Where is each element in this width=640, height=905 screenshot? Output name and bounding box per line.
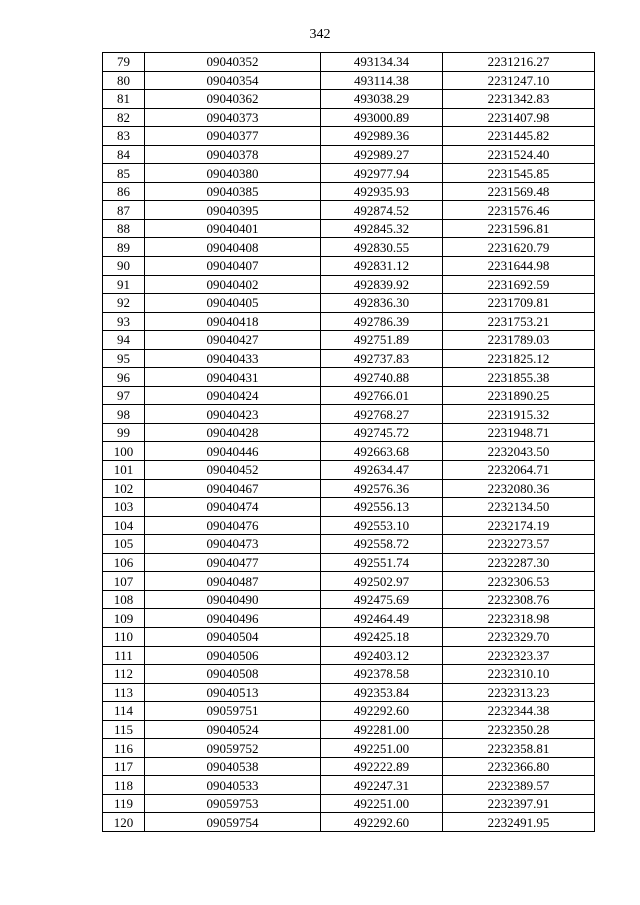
point-id-cell: 09040538 — [145, 757, 321, 776]
point-id-cell: 09040490 — [145, 590, 321, 609]
row-number-cell: 83 — [103, 127, 145, 146]
x-coordinate-cell: 492403.12 — [321, 646, 443, 665]
table-row — [103, 423, 595, 442]
x-coordinate-cell: 492977.94 — [321, 164, 443, 183]
point-id-cell: 09040477 — [145, 553, 321, 572]
x-coordinate-cell: 492634.47 — [321, 461, 443, 480]
row-number-cell: 92 — [103, 294, 145, 313]
table-row — [103, 53, 595, 72]
x-coordinate-cell: 492553.10 — [321, 516, 443, 535]
table-row — [103, 71, 595, 90]
y-coordinate-cell: 2232358.81 — [443, 739, 595, 758]
row-number-cell: 81 — [103, 90, 145, 109]
row-number-cell: 93 — [103, 312, 145, 331]
table-row — [103, 331, 595, 350]
point-id-cell: 09040423 — [145, 405, 321, 424]
row-number-cell: 97 — [103, 386, 145, 405]
point-id-cell: 09040424 — [145, 386, 321, 405]
point-id-cell: 09040433 — [145, 349, 321, 368]
point-id-cell: 09059753 — [145, 794, 321, 813]
y-coordinate-cell: 2232287.30 — [443, 553, 595, 572]
table-row — [103, 108, 595, 127]
point-id-cell: 09040452 — [145, 461, 321, 480]
table-row — [103, 720, 595, 739]
y-coordinate-cell: 2231545.85 — [443, 164, 595, 183]
row-number-cell: 85 — [103, 164, 145, 183]
y-coordinate-cell: 2232306.53 — [443, 572, 595, 591]
row-number-cell: 108 — [103, 590, 145, 609]
table-row — [103, 442, 595, 461]
y-coordinate-cell: 2232308.76 — [443, 590, 595, 609]
row-number-cell: 88 — [103, 219, 145, 238]
point-id-cell: 09040427 — [145, 331, 321, 350]
y-coordinate-cell: 2232064.71 — [443, 461, 595, 480]
row-number-cell: 112 — [103, 665, 145, 684]
x-coordinate-cell: 493038.29 — [321, 90, 443, 109]
point-id-cell: 09059751 — [145, 702, 321, 721]
y-coordinate-cell: 2231216.27 — [443, 53, 595, 72]
table-row — [103, 461, 595, 480]
x-coordinate-cell: 492502.97 — [321, 572, 443, 591]
point-id-cell: 09040385 — [145, 182, 321, 201]
y-coordinate-cell: 2231596.81 — [443, 219, 595, 238]
point-id-cell: 09040373 — [145, 108, 321, 127]
x-coordinate-cell: 492663.68 — [321, 442, 443, 461]
point-id-cell: 09040405 — [145, 294, 321, 313]
y-coordinate-cell: 2231948.71 — [443, 423, 595, 442]
table-row — [103, 127, 595, 146]
x-coordinate-cell: 492989.27 — [321, 145, 443, 164]
table-row — [103, 386, 595, 405]
x-coordinate-cell: 492740.88 — [321, 368, 443, 387]
x-coordinate-cell: 492845.32 — [321, 219, 443, 238]
row-number-cell: 86 — [103, 182, 145, 201]
y-coordinate-cell: 2231569.48 — [443, 182, 595, 201]
row-number-cell: 102 — [103, 479, 145, 498]
y-coordinate-cell: 2232329.70 — [443, 627, 595, 646]
table-row — [103, 702, 595, 721]
table-row — [103, 201, 595, 220]
table-row — [103, 405, 595, 424]
row-number-cell: 82 — [103, 108, 145, 127]
y-coordinate-cell: 2231247.10 — [443, 71, 595, 90]
table-row — [103, 516, 595, 535]
x-coordinate-cell: 492786.39 — [321, 312, 443, 331]
table-row — [103, 646, 595, 665]
point-id-cell: 09040380 — [145, 164, 321, 183]
x-coordinate-cell: 492751.89 — [321, 331, 443, 350]
y-coordinate-cell: 2231915.32 — [443, 405, 595, 424]
y-coordinate-cell: 2232174.19 — [443, 516, 595, 535]
x-coordinate-cell: 492464.49 — [321, 609, 443, 628]
y-coordinate-cell: 2231692.59 — [443, 275, 595, 294]
point-id-cell: 09040378 — [145, 145, 321, 164]
row-number-cell: 118 — [103, 776, 145, 795]
point-id-cell: 09040352 — [145, 53, 321, 72]
row-number-cell: 87 — [103, 201, 145, 220]
table-row — [103, 683, 595, 702]
y-coordinate-cell: 2232080.36 — [443, 479, 595, 498]
row-number-cell: 114 — [103, 702, 145, 721]
point-id-cell: 09040508 — [145, 665, 321, 684]
x-coordinate-cell: 492831.12 — [321, 257, 443, 276]
table-row — [103, 498, 595, 517]
point-id-cell: 09040407 — [145, 257, 321, 276]
row-number-cell: 84 — [103, 145, 145, 164]
row-number-cell: 117 — [103, 757, 145, 776]
point-id-cell: 09040446 — [145, 442, 321, 461]
point-id-cell: 09059754 — [145, 813, 321, 832]
x-coordinate-cell: 492247.31 — [321, 776, 443, 795]
table-row — [103, 627, 595, 646]
y-coordinate-cell: 2231620.79 — [443, 238, 595, 257]
point-id-cell: 09040395 — [145, 201, 321, 220]
y-coordinate-cell: 2231709.81 — [443, 294, 595, 313]
row-number-cell: 100 — [103, 442, 145, 461]
page-number: 342 — [309, 27, 331, 42]
point-id-cell: 09059752 — [145, 739, 321, 758]
table-row — [103, 572, 595, 591]
y-coordinate-cell: 2232397.91 — [443, 794, 595, 813]
row-number-cell: 90 — [103, 257, 145, 276]
x-coordinate-cell: 492292.60 — [321, 813, 443, 832]
point-id-cell: 09040401 — [145, 219, 321, 238]
row-number-cell: 115 — [103, 720, 145, 739]
x-coordinate-cell: 493114.38 — [321, 71, 443, 90]
row-number-cell: 111 — [103, 646, 145, 665]
y-coordinate-cell: 2232273.57 — [443, 535, 595, 554]
x-coordinate-cell: 492737.83 — [321, 349, 443, 368]
table-row — [103, 590, 595, 609]
x-coordinate-cell: 492222.89 — [321, 757, 443, 776]
y-coordinate-cell: 2232491.95 — [443, 813, 595, 832]
y-coordinate-cell: 2231342.83 — [443, 90, 595, 109]
table-row — [103, 257, 595, 276]
table-row — [103, 164, 595, 183]
table-row — [103, 535, 595, 554]
y-coordinate-cell: 2232318.98 — [443, 609, 595, 628]
x-coordinate-cell: 492576.36 — [321, 479, 443, 498]
table-row — [103, 294, 595, 313]
point-id-cell: 09040487 — [145, 572, 321, 591]
row-number-cell: 89 — [103, 238, 145, 257]
x-coordinate-cell: 492830.55 — [321, 238, 443, 257]
y-coordinate-cell: 2231789.03 — [443, 331, 595, 350]
y-coordinate-cell: 2232043.50 — [443, 442, 595, 461]
table-row — [103, 553, 595, 572]
x-coordinate-cell: 492836.30 — [321, 294, 443, 313]
point-id-cell: 09040533 — [145, 776, 321, 795]
y-coordinate-cell: 2232366.80 — [443, 757, 595, 776]
x-coordinate-cell: 492425.18 — [321, 627, 443, 646]
x-coordinate-cell: 492251.00 — [321, 794, 443, 813]
point-id-cell: 09040428 — [145, 423, 321, 442]
point-id-cell: 09040467 — [145, 479, 321, 498]
y-coordinate-cell: 2231753.21 — [443, 312, 595, 331]
table-row — [103, 776, 595, 795]
x-coordinate-cell: 492251.00 — [321, 739, 443, 758]
x-coordinate-cell: 492551.74 — [321, 553, 443, 572]
point-id-cell: 09040431 — [145, 368, 321, 387]
table-row — [103, 368, 595, 387]
row-number-cell: 80 — [103, 71, 145, 90]
row-number-cell: 104 — [103, 516, 145, 535]
table-row — [103, 145, 595, 164]
point-id-cell: 09040504 — [145, 627, 321, 646]
row-number-cell: 103 — [103, 498, 145, 517]
table-row — [103, 757, 595, 776]
row-number-cell: 99 — [103, 423, 145, 442]
x-coordinate-cell: 492839.92 — [321, 275, 443, 294]
x-coordinate-cell: 492558.72 — [321, 535, 443, 554]
row-number-cell: 106 — [103, 553, 145, 572]
row-number-cell: 79 — [103, 53, 145, 72]
row-number-cell: 107 — [103, 572, 145, 591]
coordinates-table — [102, 52, 595, 832]
point-id-cell: 09040513 — [145, 683, 321, 702]
row-number-cell: 119 — [103, 794, 145, 813]
point-id-cell: 09040408 — [145, 238, 321, 257]
x-coordinate-cell: 492353.84 — [321, 683, 443, 702]
table-row — [103, 349, 595, 368]
table-row — [103, 219, 595, 238]
y-coordinate-cell: 2231825.12 — [443, 349, 595, 368]
row-number-cell: 96 — [103, 368, 145, 387]
table-row — [103, 312, 595, 331]
x-coordinate-cell: 492281.00 — [321, 720, 443, 739]
point-id-cell: 09040506 — [145, 646, 321, 665]
y-coordinate-cell: 2231576.46 — [443, 201, 595, 220]
table-row — [103, 665, 595, 684]
x-coordinate-cell: 492378.58 — [321, 665, 443, 684]
y-coordinate-cell: 2231524.40 — [443, 145, 595, 164]
x-coordinate-cell: 493000.89 — [321, 108, 443, 127]
point-id-cell: 09040476 — [145, 516, 321, 535]
row-number-cell: 91 — [103, 275, 145, 294]
table-row — [103, 90, 595, 109]
point-id-cell: 09040496 — [145, 609, 321, 628]
point-id-cell: 09040473 — [145, 535, 321, 554]
row-number-cell: 110 — [103, 627, 145, 646]
y-coordinate-cell: 2232389.57 — [443, 776, 595, 795]
x-coordinate-cell: 492989.36 — [321, 127, 443, 146]
y-coordinate-cell: 2232323.37 — [443, 646, 595, 665]
table-row — [103, 238, 595, 257]
x-coordinate-cell: 493134.34 — [321, 53, 443, 72]
y-coordinate-cell: 2232350.28 — [443, 720, 595, 739]
table-row — [103, 275, 595, 294]
x-coordinate-cell: 492874.52 — [321, 201, 443, 220]
coordinates-table-body — [103, 53, 595, 832]
row-number-cell: 101 — [103, 461, 145, 480]
row-number-cell: 94 — [103, 331, 145, 350]
point-id-cell: 09040377 — [145, 127, 321, 146]
x-coordinate-cell: 492935.93 — [321, 182, 443, 201]
row-number-cell: 120 — [103, 813, 145, 832]
x-coordinate-cell: 492768.27 — [321, 405, 443, 424]
y-coordinate-cell: 2231407.98 — [443, 108, 595, 127]
row-number-cell: 113 — [103, 683, 145, 702]
table-row — [103, 609, 595, 628]
y-coordinate-cell: 2231890.25 — [443, 386, 595, 405]
row-number-cell: 98 — [103, 405, 145, 424]
point-id-cell: 09040362 — [145, 90, 321, 109]
y-coordinate-cell: 2232313.23 — [443, 683, 595, 702]
point-id-cell: 09040354 — [145, 71, 321, 90]
y-coordinate-cell: 2231855.38 — [443, 368, 595, 387]
point-id-cell: 09040402 — [145, 275, 321, 294]
table-row — [103, 182, 595, 201]
row-number-cell: 116 — [103, 739, 145, 758]
y-coordinate-cell: 2232134.50 — [443, 498, 595, 517]
row-number-cell: 109 — [103, 609, 145, 628]
y-coordinate-cell: 2231644.98 — [443, 257, 595, 276]
x-coordinate-cell: 492292.60 — [321, 702, 443, 721]
table-row — [103, 813, 595, 832]
table-row — [103, 794, 595, 813]
x-coordinate-cell: 492475.69 — [321, 590, 443, 609]
y-coordinate-cell: 2232344.38 — [443, 702, 595, 721]
point-id-cell: 09040474 — [145, 498, 321, 517]
table-row — [103, 739, 595, 758]
y-coordinate-cell: 2232310.10 — [443, 665, 595, 684]
x-coordinate-cell: 492766.01 — [321, 386, 443, 405]
y-coordinate-cell: 2231445.82 — [443, 127, 595, 146]
point-id-cell: 09040418 — [145, 312, 321, 331]
table-row — [103, 479, 595, 498]
row-number-cell: 95 — [103, 349, 145, 368]
x-coordinate-cell: 492556.13 — [321, 498, 443, 517]
x-coordinate-cell: 492745.72 — [321, 423, 443, 442]
point-id-cell: 09040524 — [145, 720, 321, 739]
row-number-cell: 105 — [103, 535, 145, 554]
